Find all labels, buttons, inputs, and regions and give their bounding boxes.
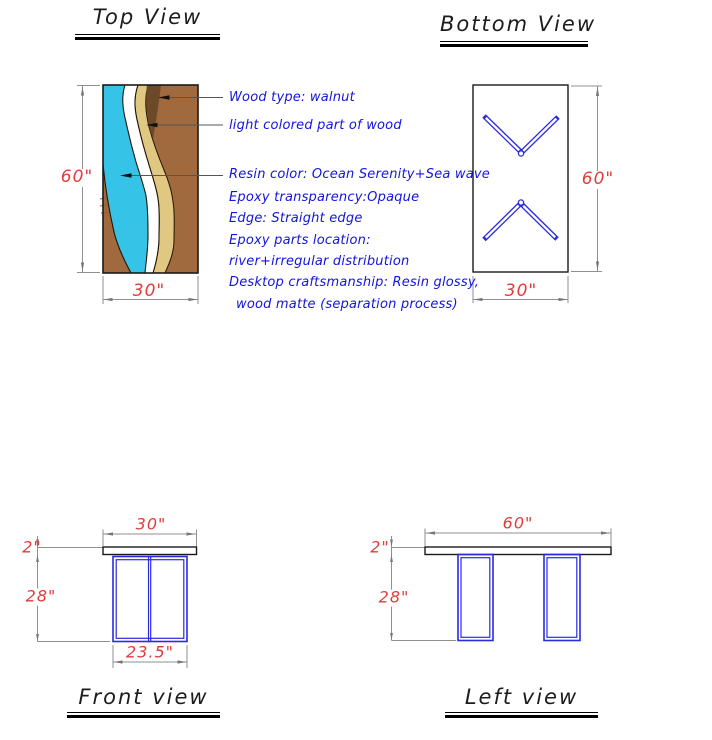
annotation-light-wood: light colored part of wood: [229, 118, 402, 133]
front-view-leg-height-dim-label: 28": [25, 586, 57, 606]
top-view-title: Top View: [92, 5, 203, 29]
annotation-parts-location-2: river+irregular distribution: [229, 254, 410, 269]
top-view-drawing: [77, 85, 223, 304]
front-view-thickness-dim-label: 2": [22, 537, 42, 557]
left-view-title: Left view: [464, 685, 579, 709]
bottom-view-drawing: [473, 85, 602, 303]
annotation-parts-location-1: Epoxy parts location:: [229, 233, 371, 248]
annotation-transparency: Epoxy transparency:Opaque: [229, 190, 420, 205]
left-leg-near: [458, 555, 493, 641]
tabletop-front: [103, 547, 197, 555]
left-leg-far: [544, 555, 580, 641]
annotation-wood-type: Wood type: walnut: [229, 90, 355, 105]
left-view-drawing: [390, 529, 611, 641]
top-view-height-dim-label: 60": [60, 167, 94, 188]
bottom-view-title-underline: [440, 41, 588, 47]
bottom-view-height-dim-label: 60": [581, 169, 615, 190]
front-leg-frame: [113, 557, 187, 642]
front-view-title: Front view: [78, 685, 209, 709]
front-view-title-underline: [67, 712, 220, 718]
annotation-edge: Edge: Straight edge: [229, 211, 363, 226]
left-view-legs: [458, 555, 580, 641]
left-view-dimension-lines: [392, 529, 612, 641]
top-view-title-underline: [75, 34, 220, 40]
annotation-craftsmanship-1: Desktop craftsmanship: Resin glossy,: [229, 275, 480, 290]
left-view-title-underline: [445, 712, 598, 718]
annotation-craftsmanship-2: wood matte (separation process): [236, 297, 458, 312]
left-view-thickness-dim-label: 2": [370, 537, 390, 557]
annotation-resin-color: Resin color: Ocean Serenity+Sea wave: [229, 167, 490, 182]
top-view-width-dim-label: 30": [132, 281, 166, 302]
front-view-leg-span-dim-label: 23.5": [126, 642, 174, 662]
front-view-width-dim-label: 30": [135, 514, 167, 534]
bottom-view-title: Bottom View: [440, 12, 596, 36]
left-view-width-dim-label: 60": [502, 513, 534, 533]
bottom-view-width-dim-label: 30": [504, 281, 538, 302]
tabletop-left: [425, 547, 611, 555]
left-view-leg-height-dim-label: 28": [378, 587, 410, 607]
